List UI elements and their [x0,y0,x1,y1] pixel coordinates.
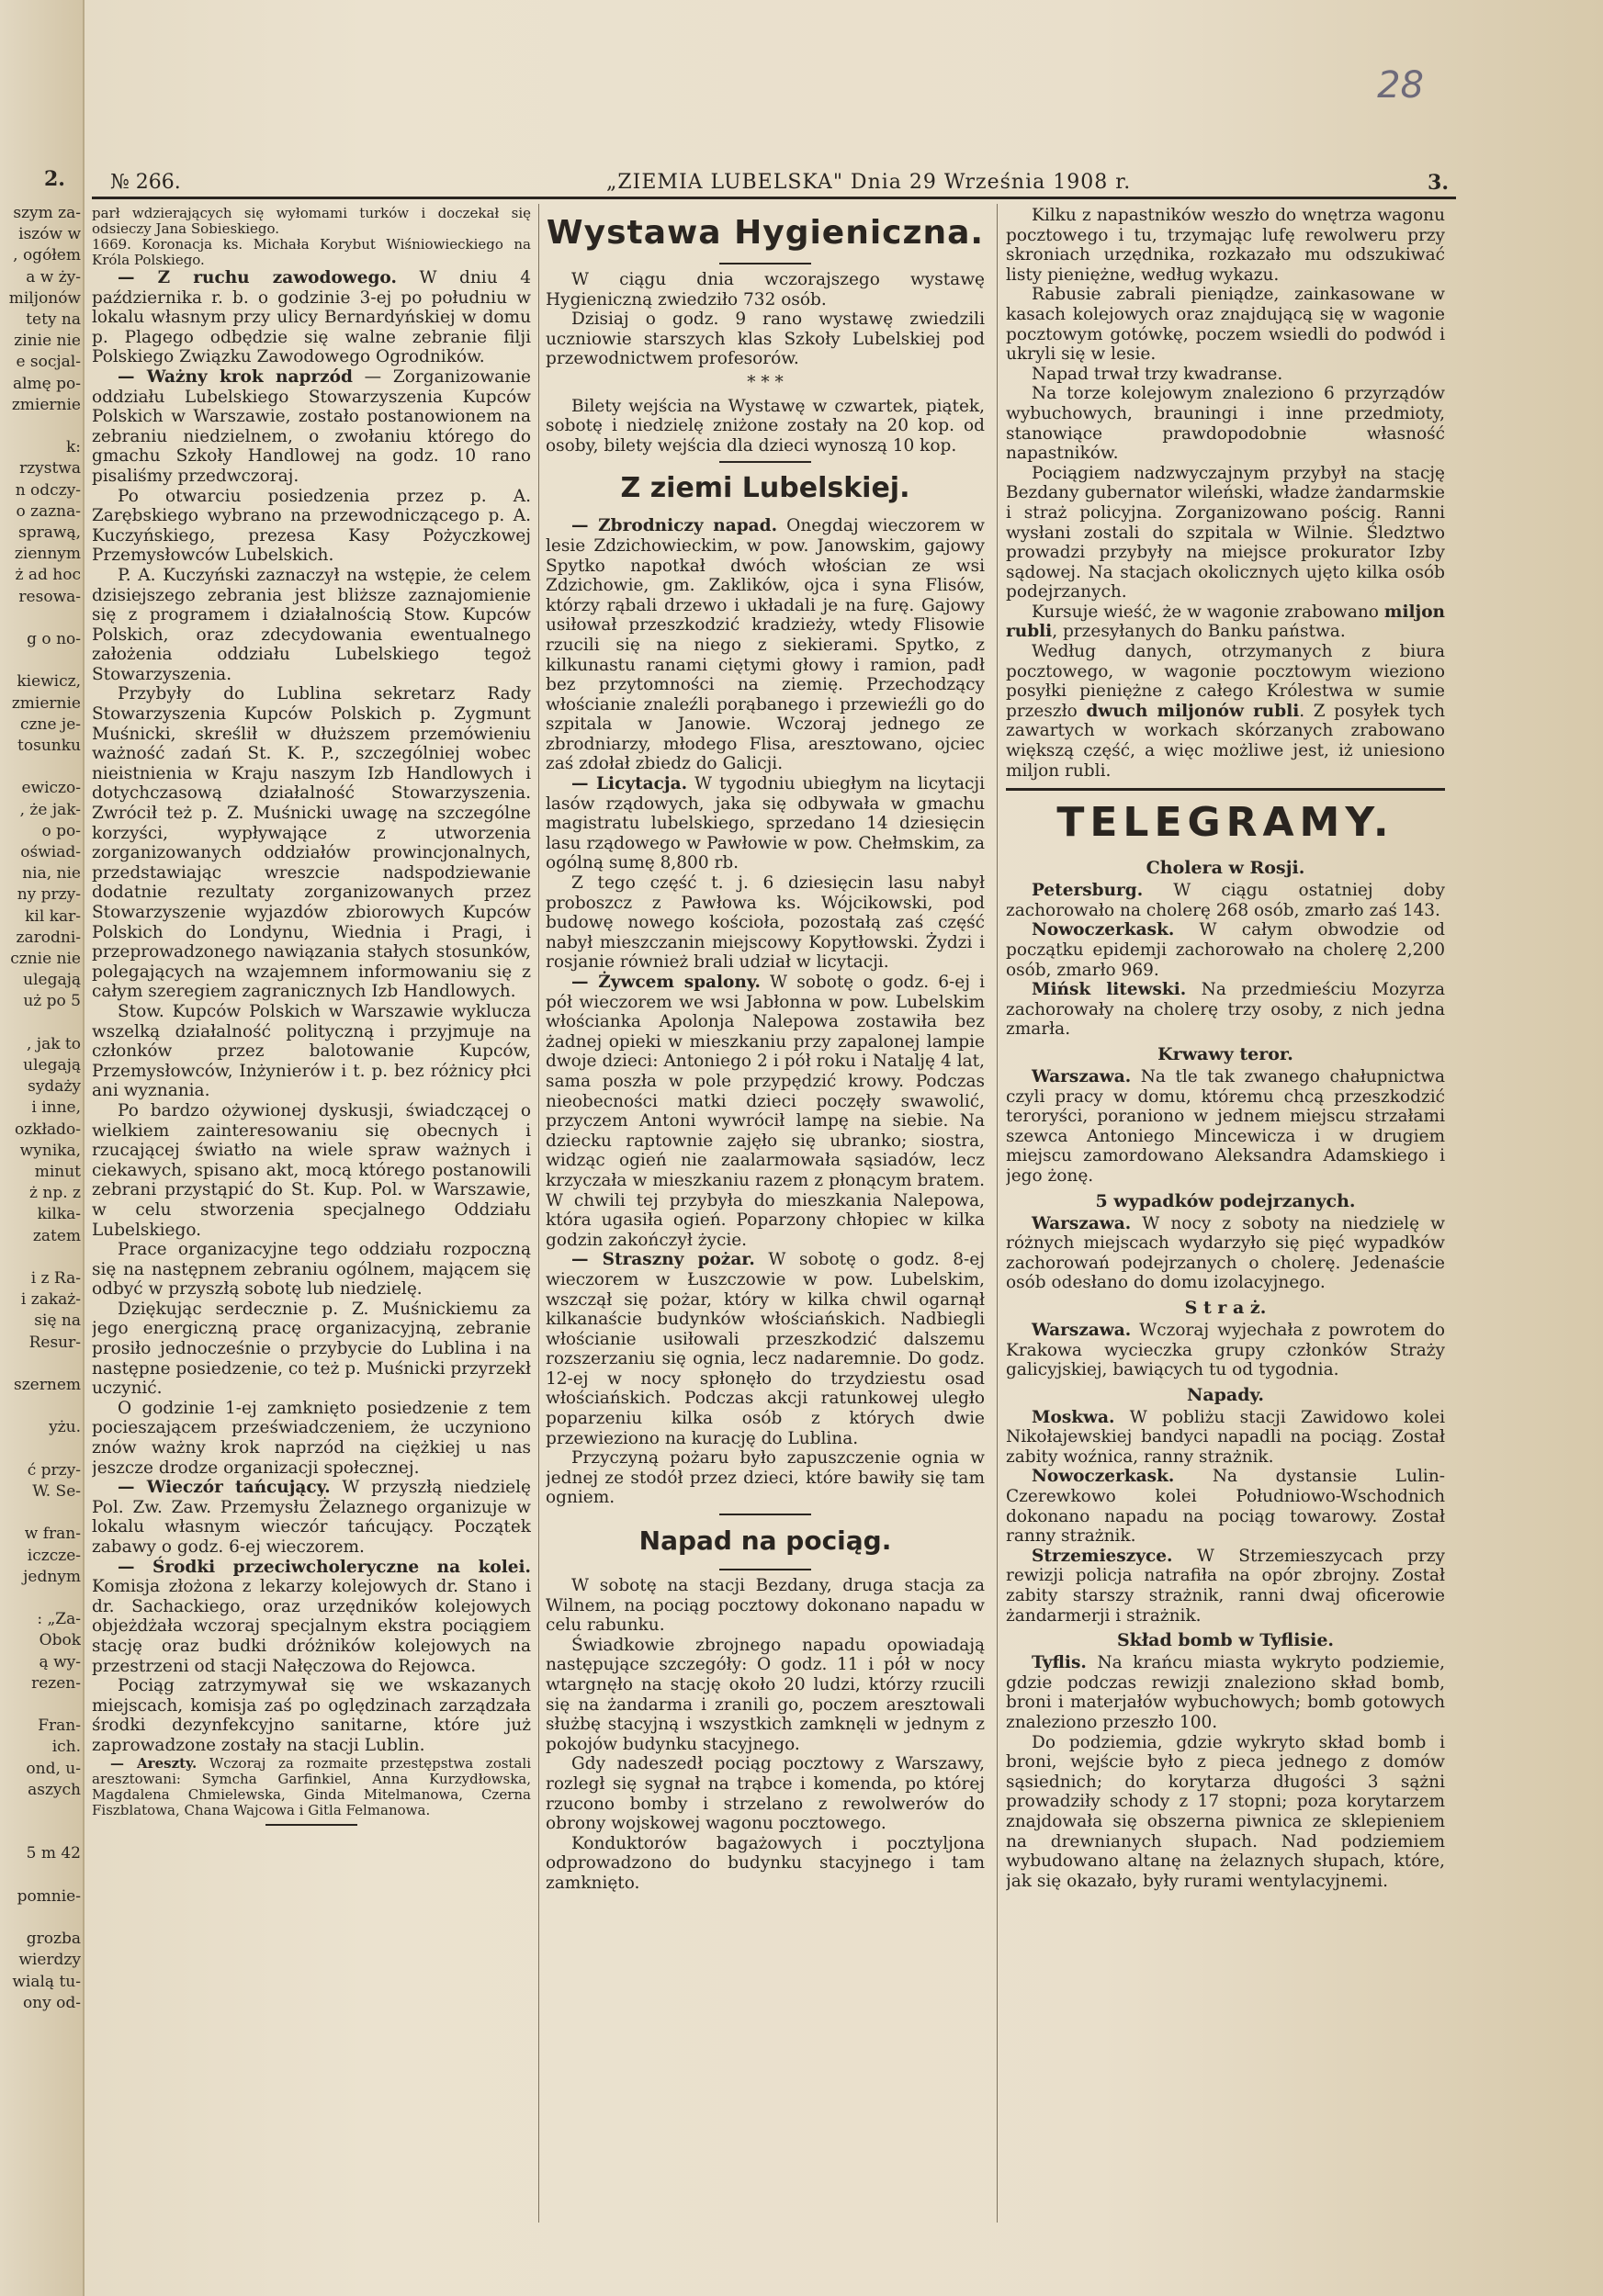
previous-page-text-fragment: cznie nie [10,950,81,968]
telegrams-heading: TELEGRAMY. [1056,799,1394,847]
telegram-subheading: Skład bomb w Tyflisie. [1116,1630,1335,1651]
previous-page-text-fragment: 5 m 42 [26,1844,81,1863]
previous-page-text-fragment: o po- [41,821,81,840]
previous-page-text-fragment: ulegają [23,1056,81,1075]
text-run: . Z posyłek tych zawartych w workach skórzanych zrabowano większą część, a więc możliwe jest, iż uniesiono miljon rubli. [1006,701,1445,781]
telegram-subheading: Napady. [1186,1384,1265,1405]
previous-page-text-fragment: nia, nie [22,864,81,884]
telegram-item [1006,881,1445,920]
news-item [92,268,531,367]
section-heading: Z ziemi Lubelskiej. [620,472,910,505]
news-item-text: W sobotę o godz. 8-ej wieczorem w Łuszczowie w pow. Lubelskim, wszczął się pożar, który w kilka chwil ogarnął kilkanaście budynków włościańskich. Nadbiegli włościanie usiłowali przeszkodzić dalszemu rozszerzaniu się ognia, lecz nadaremnie. Do godz. 12-ej w nocy spłonęło do trzydziestu osad włościańskich. Podczas akcji ratunkowej uległo poparzeniu kilka osób z których dwie przewieziono na kurację do Lublina. [546,1250,985,1448]
previous-page-text-fragment: w fran- [24,1525,81,1544]
previous-page-number: 2. [44,167,65,191]
page-header [110,171,1449,195]
previous-page-text-fragment: k: [65,438,81,457]
telegram-subheading: S t r a ż. [1184,1297,1267,1318]
previous-page-text-fragment: i z Ra- [30,1269,81,1288]
previous-page-text-fragment: ziennym [14,545,81,564]
article-paragraph: Napad trwał trzy kwadranse. [1032,364,1283,384]
telegram-text: Na przedmieściu Mozyrza zachorowały na cholerę trzy osoby, z nich jedna zmarła. [1006,980,1445,1040]
article-paragraph: Pociąg zatrzymywał się we wskazanych miejscach, komisja zaś po oględzinach zarządzała środki dezynfekcyjno sanitarne, które już zaprowadzone zostały na stacji Lublin. [92,1676,531,1755]
article-paragraph: Gdy nadeszedł pociąg pocztowy z Warszawy, rozległ się sygnał na trąbce i komenda, po której rzucono bomby i strzelano z rewolwerów do obrony wojskowej wagonu pocztowego. [546,1754,985,1834]
previous-page-text-fragment: tety na [26,310,81,329]
previous-page-text-fragment: kil kar- [25,906,81,926]
telegram-place: Warszawa. [1032,1320,1132,1340]
article-paragraph: Rabusie zabrali pieniądze, zainkasowane w kasach kolejowych oraz znajdującą się w wagonie pocztowym gotówkę, poczem wsiedli do podwód i ukryli się w lesie. [1006,285,1445,365]
news-item-text: Onegdaj wieczorem w lesie Zdzichowieckim, w pow. Janowskim, gajowy Spytko napotkał dwóch włościan ze wsi Zdzichowie, gm. Zaklików, ojca i syna Flisów, którzy rąbali drzewo i układali je na furę. Gajowy usiłował przeszkodzić kradzieży, wtedy Flisowie rzucili się na niego z siekierami. Spytko, z kilkunastu ranami ciętymi głowy i ramion, padł bez przytomności na ziemię. Przechodzący włościanie znaleźli porąbanego i przewieźli go do szpitala w Janowie. Wczoraj jednego ze zbrodniarzy, młodego Flisa, aresztowano, ojciec zaś zdołał zbiedz do Galicji. [546,516,985,774]
news-item-title: — Żywcem spalony. [571,973,761,992]
issue-number: № 266. [110,171,181,194]
telegram-item [1006,920,1445,980]
header-rule [92,197,1456,199]
telegram-item [1006,980,1445,1040]
telegram-place: Petersburg. [1032,881,1144,901]
previous-page-text-fragment: jednym [23,1567,81,1586]
previous-page-text-fragment: yżu. [49,1418,81,1437]
news-item-title: — Areszty. [110,1754,198,1772]
telegram-text: W Strzemieszycach przy rewizji policja natrafiła na opór zbrojny. Został zabity starszy strażnik, ranni dwaj oficerowie żandarmerji i strażnik. [1006,1546,1445,1626]
telegram-text: Na dystansie Lulin-Czerewkowo kolei Południowo-Wschodnich dokonano napadu na pociąg towarowy. Został ranny strażnik. [1006,1467,1445,1547]
article-paragraph: Dziękując serdecznie p. Z. Muśnickiemu za jego energiczną pracę organizacyjną, zebranie prosiło jednocześnie o przybycie do Lublina i na następne posiedzenie, co też p. Muśnicki przyrzekł uczynić. [92,1299,531,1399]
telegram-subheading: Cholera w Rosji. [1146,858,1305,879]
text-run: , przesyłanych do Banku państwa. [1052,622,1346,642]
previous-page-text-fragment: resowa- [18,587,81,606]
telegram-place: Tyflis. [1032,1653,1087,1673]
previous-page-text-fragment: iczcze- [27,1546,81,1565]
previous-page-text-fragment: Obok [39,1631,81,1650]
previous-page-text-fragment: rzystwa [19,459,81,478]
news-item-text: — Zorganizowanie oddziału Lubelskiego Stowarzyszenia Kupców Polskich w Warszawie, zostało postanowionem na zebraniu niedzielnem, o zwołaniu którego do gmachu Szkoły Handlowej na godz. 10 rano pisaliśmy przedwczoraj. [92,366,531,486]
article-paragraph: Po otwarciu posiedzenia przez p. A. Zarębskiego wybrano na przewodniczącego p. A. Kuczyńskiego, prezesa Kasy Pożyczkowej Przemysłowców Lubelskich. [92,486,531,566]
previous-page-text-fragment: almę po- [12,374,81,393]
news-item [92,1478,531,1557]
previous-page-text-fragment: i zakaż- [20,1290,81,1310]
section-rule [265,1824,357,1826]
previous-page-text-fragment: uż po 5 [23,992,81,1011]
telegram-text: W nocy z soboty na niedzielę w różnych miejscach wydarzyło się pięć wypadków zachorowań podejrzanych o cholerę. Jedenaście osób odesłano do domu izolacyjnego. [1006,1213,1445,1293]
previous-page-text-fragment: czne je- [20,715,81,734]
separator-stars: * * * [747,372,784,392]
article-paragraph: 1669. Koronacja ks. Michała Korybut Wiśniowieckiego na Króla Polskiego. [92,236,531,268]
news-item-title: — Zbrodniczy napad. [571,516,778,536]
telegram-place: Strzemieszyce. [1032,1546,1173,1566]
news-item-title: — Straszny pożar. [571,1250,755,1270]
news-item-text: W dniu 4 października r. b. o godzinie 3-ej po południu w lokalu własnym przy ulicy Bernardyńskiej w domu p. Plagego odbędzie się walne zebranie filji Polskiego Związku Zawodowego Ogrodników. [92,268,531,367]
telegram-item [1006,1067,1445,1187]
previous-page-text-fragment: oświad- [20,843,81,861]
article-paragraph: Do podziemia, gdzie wykryto skład bomb i broni, wejście było z pieca jednego z domów sąsiednich; do korytarza długości 3 sążni prowadziły schody z 17 stopni; poza korytarzem znajdowała się obszerna piwnica ze sklepieniem na drewnianych słupach. Nad podziemiem wybudowano altanę na żelaznych słupach, które, jak się okazało, były rurami wentylacyjnemi. [1006,1732,1445,1891]
previous-page-text-fragment: grozba [26,1930,81,1949]
previous-page-text-fragment: sydaży [28,1077,81,1097]
telegram-place: Mińsk litewski. [1032,980,1187,1000]
previous-page-text-fragment: ć przy- [27,1460,81,1480]
emphasis: dwuch miljonów rubli [1086,701,1300,721]
telegram-text: Na krańcu miasta wykryto podziemie, gdzie podczas rewizji znaleziono skład bomb, broni i materjałów wybuchowych; bomb gotowych znaleziono przeszło 100. [1006,1653,1445,1732]
article-paragraph: Dzisiaj o godz. 9 rano wystawę zwiedzili uczniowie starszych klas Szkoły Lubelskiej pod przewodnictwem profesorów. [546,310,985,369]
previous-page-text-fragment: się na [34,1311,81,1331]
telegram-subheading: 5 wypadków podejrzanych. [1095,1190,1356,1211]
previous-page-text-fragment: zmiernie [11,693,81,713]
previous-page-text-fragment: Resur- [28,1333,81,1352]
emphasis: miljon rubli [1006,602,1445,642]
previous-page-text-fragment: ozkłado- [14,1120,81,1139]
previous-page-text-fragment: zinie nie [14,332,81,351]
news-item-title: — Środki przeciwcholeryczne na kolei. [118,1557,531,1577]
previous-page-text-fragment: miljonów [8,288,81,308]
news-item-text: W tygodniu ubiegłym na licytacji lasów rządowych, jaka się odbywała w gmachu magistratu lubelskiego, sprzedano 14 dziesięcin lasu rządowego w Pawłowie w pow. Chełmskim, za ogólną sumę 8,800 rb. [546,774,985,873]
previous-page-text-fragment: zmiernie [11,395,81,414]
previous-page-edge [0,0,85,2296]
article-paragraph: Po bardzo ożywionej dyskusji, świadczącej o wielkiem zainteresowaniu się obecnych i rzucającej światło na wiele spraw ważnych i ciekawych, spisano akt, mocą którego postanowili zebrani przystąpić do St. Kup. Pol. w Warszawie, w celu stworzenia specjalnego Oddziału Lubelskiego. [92,1100,531,1240]
previous-page-text-fragment: zarodni- [16,928,81,947]
section-rule [1006,788,1445,791]
telegram-item [1006,1653,1445,1732]
news-item [92,367,531,487]
previous-page-text-fragment: , jak to [27,1034,81,1053]
article-paragraph: Stow. Kupców Polskich w Warszawie wyklucza wszelką działalność polityczną i przyjmuje na członków przez balotowanie Kupców, Przemysłowców, Inżynierów i t. p. bez różnicy płci ani wyznania. [92,1001,531,1101]
previous-page-text-fragment: wynika, [19,1141,81,1160]
news-item [92,1756,531,1818]
news-item-title: — Z ruchu zawodowego. [118,268,397,287]
previous-page-text-fragment: ich. [51,1738,81,1757]
telegram-place: Warszawa. [1032,1066,1132,1086]
telegram-item [1006,1467,1445,1546]
previous-page-text-fragment: minut [34,1163,81,1181]
news-item [546,1250,985,1448]
telegram-item [1006,1408,1445,1468]
news-item [546,973,985,1250]
previous-page-text-fragment: a w ży- [26,267,81,287]
article-paragraph [1006,642,1445,781]
previous-page-text-fragment: W. Se- [32,1482,81,1501]
news-item [92,1558,531,1677]
handwritten-page-note: 28 [1377,64,1424,107]
column-divider [997,204,998,2223]
article-paragraph: Bilety wejścia na Wystawę w czwartek, piątek, sobotę i niedzielę zniżone zostały na 20 kop. od osoby, bilety wejścia dla dzieci wynoszą 10 kop. [546,396,985,456]
news-item-title: — Ważny krok naprzód [118,366,353,387]
column-2 [546,206,985,2241]
previous-page-text-fragment: Fran- [38,1716,81,1736]
previous-page-text-fragment: o zazna- [16,501,81,521]
previous-page-text-fragment: ewiczo- [21,779,81,798]
telegram-item [1006,1321,1445,1380]
article-paragraph: Konduktorów bagażowych i pocztyljona odprowadzono do budynku stacyjnego i tam zamknięto. [546,1833,985,1893]
telegram-place: Nowoczerkask. [1032,1467,1175,1487]
article-paragraph: W ciągu dnia wczorajszego wystawę Hygieniczną zwiedziło 732 osób. [546,270,985,310]
previous-page-text-fragment: szernem [14,1376,81,1394]
article-paragraph: Pociągiem nadzwyczajnym przybył na stację Bezdany gubernator wileński, władze żandarmskie i straż policyjna. Zorganizowano pościg. Ranni wysłani zostali do szpitala w Wilnie. Śledztwo prowadzi przybyły na miejsce prokurator Izby sądowej. Na stacjach okolicznych ujęto kilka osób podejrzanych. [1006,463,1445,602]
previous-page-text-fragment: sprawą, [18,523,81,542]
previous-page-text-fragment: , ogółem [13,246,81,265]
previous-page-text-fragment: iszów w [18,225,81,244]
telegram-subheading: Krwawy teror. [1157,1043,1293,1064]
news-item-title: — Wieczór tańcujący. [118,1478,331,1498]
section-rule [719,1514,811,1515]
telegram-item [1006,1214,1445,1293]
previous-page-text-fragment: e socjal- [16,353,81,372]
telegram-text: Na tle tak zwanego chałupnictwa czyli pracy w domu, któremu chcą przeszkodzić teroryści, poraniono w jednem miejscu strzałami szewca Antoniego Mincewicza i w drugiem miejscu zamordowano Aleksandra Adamskiego i jego żonę. [1006,1066,1445,1186]
previous-page-text-fragment: aszych [28,1780,81,1799]
previous-page-text-fragment: ą wy- [39,1652,81,1671]
article-paragraph [1006,602,1445,642]
article-paragraph: Kilku z napastników weszło do wnętrza wagonu pocztowego i tu, trzymając lufę rewolweru przy skroniach urzędnika, rozkazało mu odszukiwać listy pieniężne, według wykazu. [1006,206,1445,285]
article-paragraph: Z tego część t. j. 6 dziesięcin lasu nabył proboszcz z Pawłowa ks. Wójcikowski, pod budowę nowego kościoła, pozostałą zaś część nabył mieszczanin miejscowy Kopytłowski. Żydzi i rosjanie również brali udział w licytacji. [546,873,985,973]
telegram-text: W całym obwodzie od początku epidemji zachorowało na cholerę 2,200 osób, zmarło 969. [1006,920,1445,980]
telegram-place: Nowoczerkask. [1032,920,1175,940]
article-paragraph: Na torze kolejowym znaleziono 6 przyrządów wybuchowych, brauningi i inne przedmioty, stanowiące prawdopodobnie własność napastników. [1006,384,1445,464]
news-item-text: Wczoraj za rozmaite przestępstwa zostali aresztowani: Symcha Garfinkiel, Anna Kurzydłowska, Magdalena Chmielewska, Ginda Mitelmanowa, Czerna Fiszblatowa, Chana Wajcowa i Gitla Felmanowa. [92,1754,531,1818]
previous-page-text-fragment: ż ad hoc [15,566,81,585]
previous-page-text-fragment: kiewicz, [17,672,81,692]
news-item [546,774,985,873]
telegram-place: Warszawa. [1032,1213,1132,1233]
previous-page-text-fragment: ond, u- [26,1759,81,1778]
section-rule [719,263,811,264]
article-paragraph: P. A. Kuczyński zaznaczył na wstępie, że celem dzisiejszego zebrania jest bliższe zaznajomienie się z programem i działalnością Stow. Kupców Polskich, oraz zdecydowania ewentualnego założenia oddziału Lubelskiego tegoż Stowarzyszenia. [92,565,531,684]
previous-page-text-fragment: , że jak- [19,800,81,819]
newspaper-title-date: „ZIEMIA LUBELSKA" Dnia 29 Września 1908 r. [606,171,1132,194]
previous-page-text-fragment: ony od- [22,1993,81,2012]
news-item [546,516,985,774]
article-paragraph: Świadkowie zbrojnego napadu opowiadają następujące szczegóły: O godz. 11 i pół w nocy wtargnęło na stację około 20 ludzi, którzy rzucili się na żandarma i zranili go, poczem aresztowali służbę stacyjną i wszystkich zamknęli w jednym z pokojów budynku stacyjnego. [546,1635,985,1754]
previous-page-text-fragment: g o no- [27,630,81,648]
news-item-text: W sobotę o godz. 6-ej i pół wieczorem we wsi Jabłonna w pow. Lubelskim włościanka Apolonja Nalepowa zostawiła bez żadnej opieki w mieszkaniu przy zapalonej lampie dwoje dzieci: Antoniego 2 i pół roku i Natalję 4 lat, sama poszła w pole przypędzić krowy. Podczas nieobecności matki dzieci poczęły swawolić, przyczem Antoni wywrócił lampę na siebie. Na dziecku raptownie zajęło się ubranko; siostra, widząc ogień nie zaalarmowała sąsiadów, lecz krzyczała w mieszkaniu razem z płonącym bratem. W chwili tej przybyła do mieszkania Nalepowa, która ugasiła ogień. Poparzony chłopiec w kilka godzin zakończył życie. [546,973,985,1250]
article-paragraph: W sobotę na stacji Bezdany, druga stacja za Wilnem, na pociąg pocztowy dokonano napadu w celu rabunku. [546,1576,985,1636]
previous-page-text-fragment: rezen- [31,1673,81,1693]
previous-page-text-fragment: ż np. z [29,1184,81,1203]
article-paragraph: O godzinie 1-ej zamknięto posiedzenie z tem pocieszającem przeświadczeniem, że uczyniono znów ważny krok naprzód na ciężkiej u nas jeszcze drodze organizacji społecznej. [92,1398,531,1478]
previous-page-text-fragment: i inne, [31,1098,81,1118]
article-paragraph: parł wdzierających się wyłomami turków i doczekał się odsieczy Jana Sobieskiego. [92,206,531,237]
previous-page-text-fragment: kilka- [37,1205,81,1224]
previous-page-text-fragment: tosunku [17,737,81,755]
news-item-text: W przyszłą niedzielę Pol. Zw. Zaw. Przemysłu Żelaznego organizuje w lokalu własnym wieczór tańcujący. Początek zabawy o godz. 6-ej wieczorem. [92,1478,531,1557]
article-paragraph: Prace organizacyjne tego oddziału rozpoczną się na następnem zebraniu ogólnem, mającem się odbyć w przyszłą sobotę lub niedzielę. [92,1240,531,1300]
column-divider [538,204,539,2223]
article-paragraph: Przyczyną pożaru było zapuszczenie ognia w jednej ze stodół przez dzieci, które bawiły się tam ogniem. [546,1448,985,1508]
previous-page-text-fragment: ny przy- [17,885,81,905]
previous-page-text-fragment: : „Za- [37,1610,81,1629]
article-paragraph: Przybyły do Lublina sekretarz Rady Stowarzyszenia Kupców Polskich p. Zygmunt Muśnicki, skreślił w dłuższem przemówieniu ważność zadań St. K. P., szczególniej wobec nieistnienia w Kraju naszym Izb Handlowych i dotychczasową działalność Stowarzyszenia. Zwrócił też p. Z. Muśnicki uwagę na szczególne korzyści, wypływające z utworzenia zorganizowanych oddziałów prowincjonalnych, przedstawiając wreszcie nadspodziewanie dodatnie rezultaty zorganizowanych przez Stowarzyszenie wyjazdów zbiorowych Kupców Polskich do Londynu, Wiednia i Pragi, i przeprowadzonego nawiązania stałych stosunków, polegających na wzajemnem informowaniu się z całym szeregiem zagranicznych Izb Handlowych. [92,684,531,1002]
previous-page-text-fragment: wialą tu- [12,1972,81,1991]
column-1 [92,206,531,2241]
previous-page-text-fragment: zatem [32,1226,81,1245]
telegram-text: W pobliżu stacji Zawidowo kolei Nikołajewskiej bandyci napadli na pociąg. Został zabity woźnica, ranny strażnik. [1006,1407,1445,1467]
text-run: Kursuje wieść, że w wagonie zrabowano [1032,602,1384,622]
previous-page-text-fragment: n odczy- [15,480,81,500]
text-run: Według danych, otrzymanych z biura pocztowego, w wagonie pocztowym wieziono posyłki pieniężne z całego Królestwa w sumie przeszło [1006,642,1445,721]
previous-page-text-fragment: wierdzy [18,1951,81,1970]
page-number: 3. [1428,171,1449,195]
telegram-place: Moskwa. [1032,1407,1115,1427]
telegram-text: Wczoraj wyjechała z powrotem do Krakowa wycieczka grupy członków Straży galicyjskiej, bawiących tu od tygodnia. [1006,1320,1445,1380]
section-heading: Wystawa Hygieniczna. [546,214,985,252]
previous-page-text-fragment: pomnie- [17,1886,81,1906]
section-rule [719,461,811,463]
news-item-title: — Licytacja. [571,774,688,794]
section-heading: Napad na pociąg. [638,1525,892,1557]
telegram-item [1006,1547,1445,1626]
column-3 [1006,206,1445,2241]
previous-page-text-fragment: ulegają [23,971,81,990]
section-rule [719,1569,811,1570]
news-item-text: Komisja złożona z lekarzy kolejowych dr. Stano i dr. Sachackiego, oraz urzędników kolejowych objeżdżała wczoraj specjalnym ekstra pociągiem stację oraz budki dróżników kolejowych na przestrzeni od stacji Nałęczowa do Rejowca. [92,1577,531,1676]
telegram-text: W ciągu ostatniej doby zachorowało na cholerę 268 osób, zmarło zaś 143. [1006,881,1445,920]
previous-page-text-fragment: szym za- [13,204,81,222]
